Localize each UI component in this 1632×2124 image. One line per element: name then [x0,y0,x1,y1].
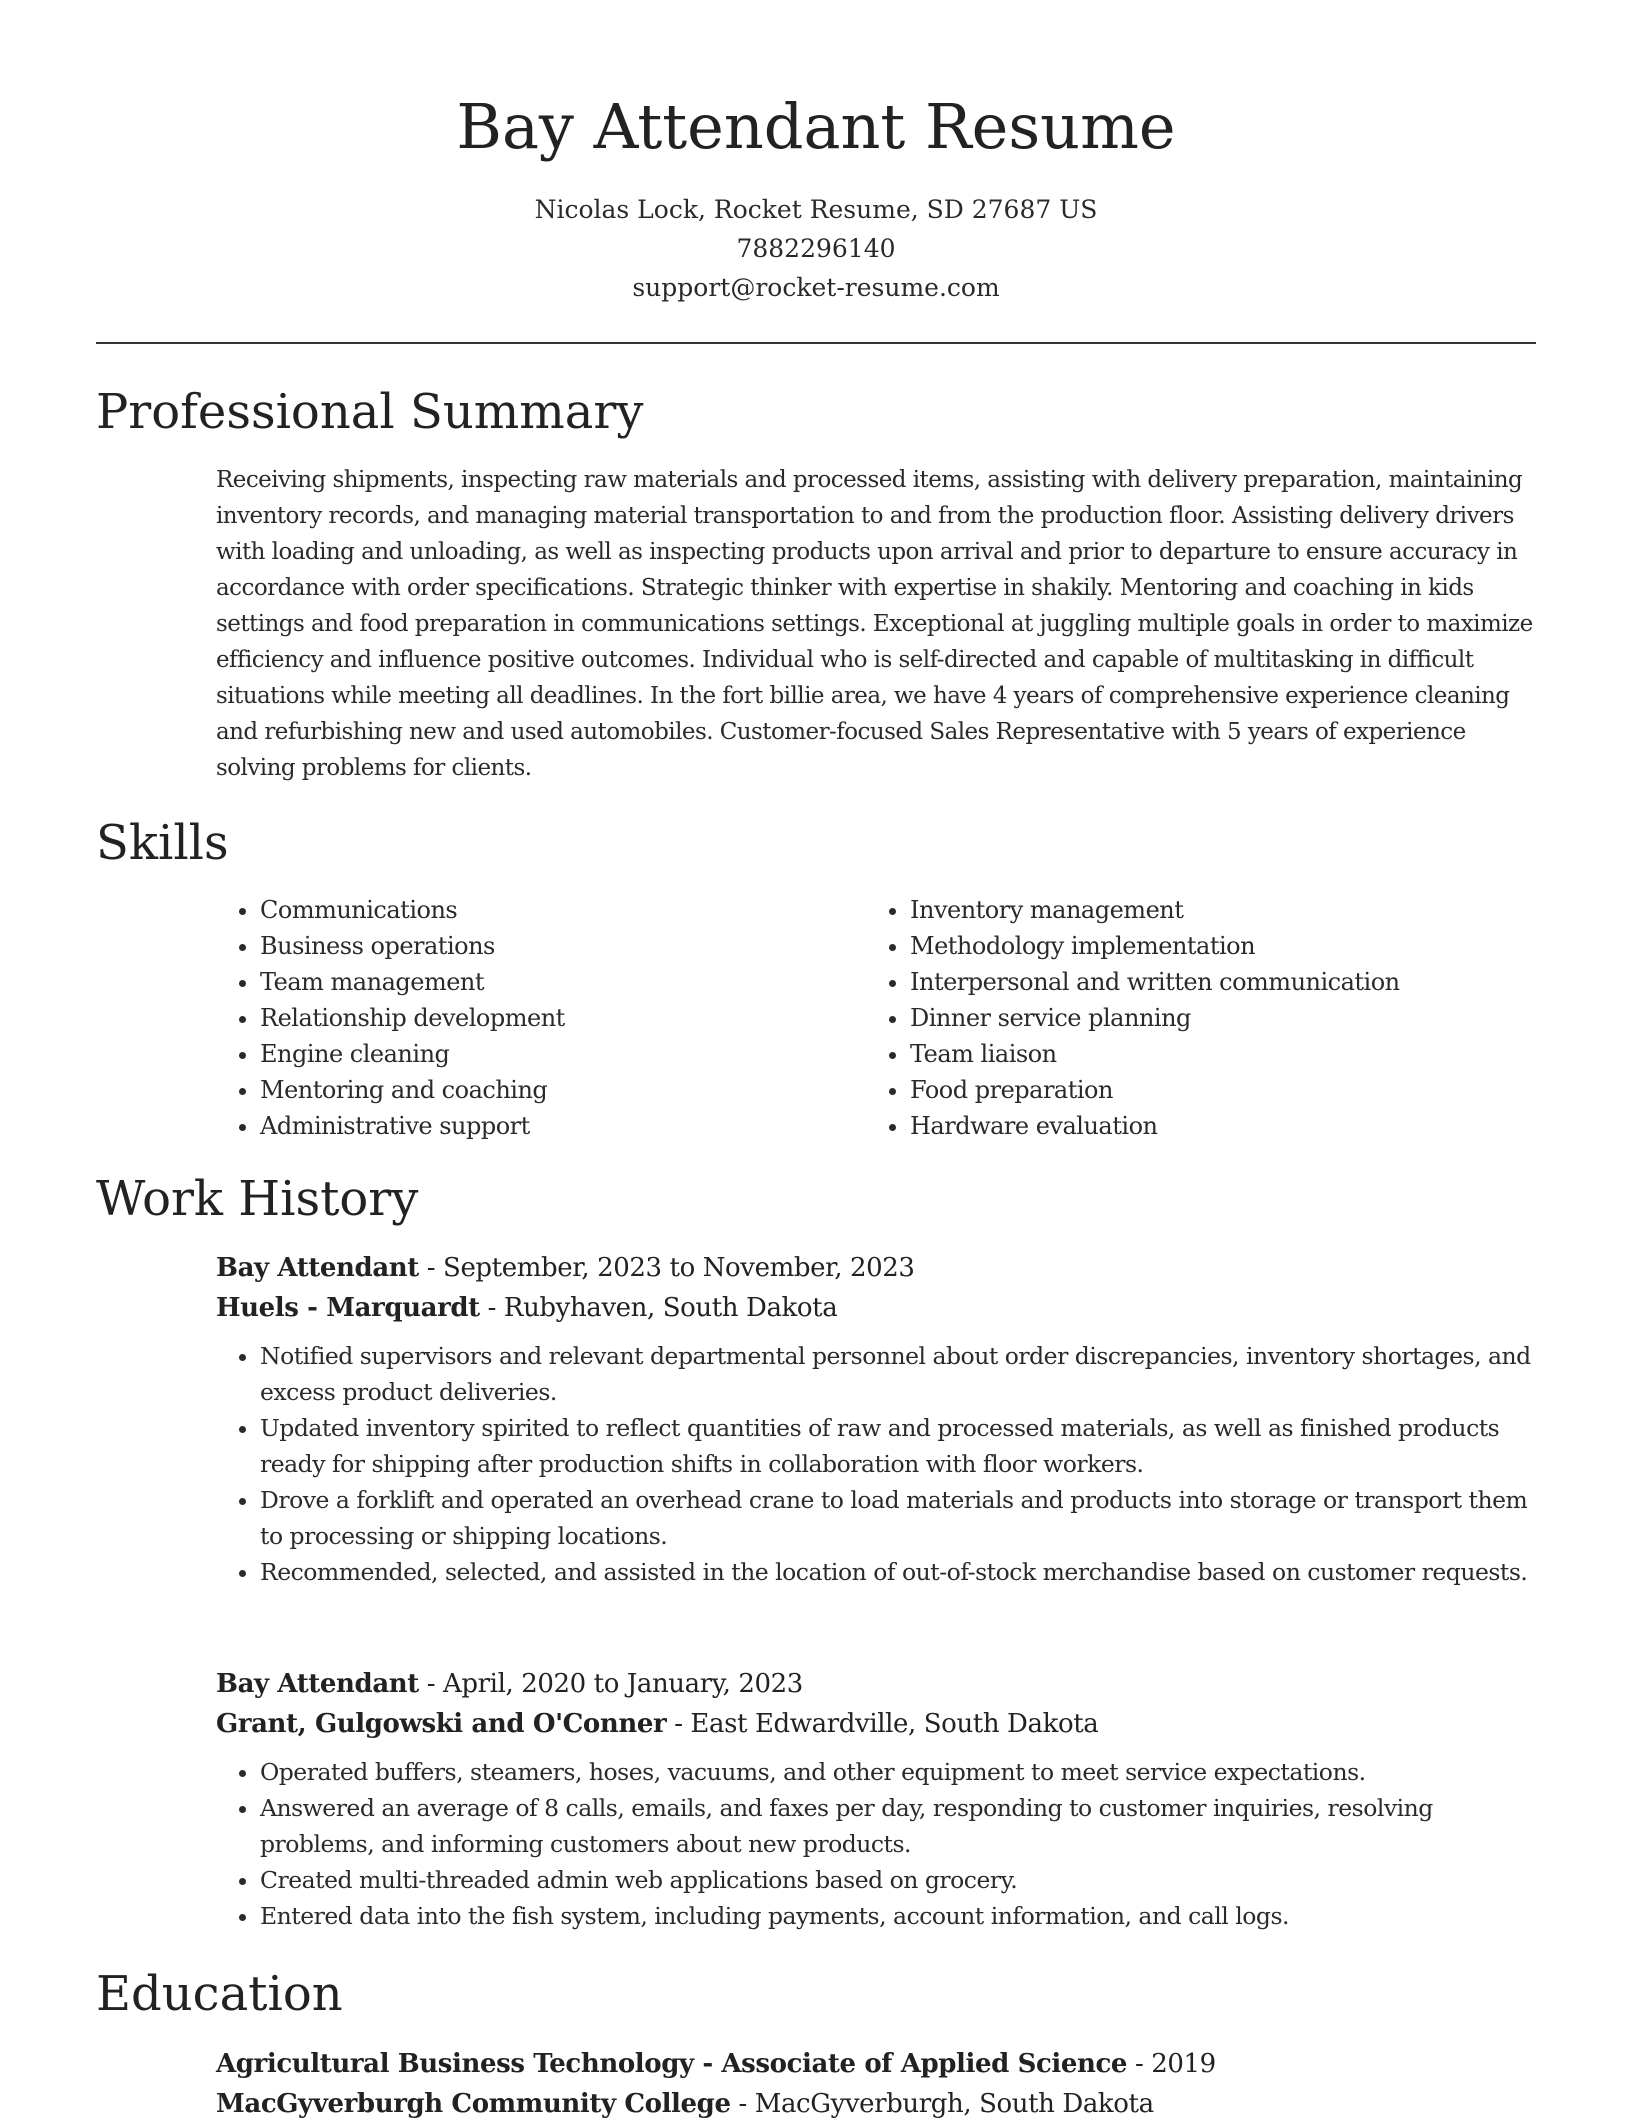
job-duty: • Answered an average of 8 calls, emails, and faxes per day, responding to customer inquiries, resolving problems, and informing customers about new products. [260,1790,1538,1862]
skill-item: • Dinner service planning [910,1000,1486,1036]
education-year: - 2019 [1134,2049,1216,2079]
job-duty: • Updated inventory spirited to reflect quantities of raw and processed materials, as well as finished products ready for shipping after production shifts in collaboration with floor workers. [260,1410,1538,1482]
job-location: - East Edwardville, South Dakota [674,1709,1099,1739]
job-company-line [216,1288,1538,1328]
education-entry [216,2044,1538,2124]
education-location: - MacGyverburgh, South Dakota [738,2089,1154,2119]
job-duties-list [216,1754,1538,1934]
job-title: Bay Attendant [216,1253,419,1283]
skill-item: • Communications [260,892,836,928]
skill-item: • Team liaison [910,1036,1486,1072]
skills-column-left [216,892,836,1144]
skill-item: • Food preparation [910,1072,1486,1108]
job-title: Bay Attendant [216,1669,419,1699]
skill-item: • Hardware evaluation [910,1108,1486,1144]
job-duty: • Created multi-threaded admin web applications based on grocery. [260,1862,1538,1898]
job-dates: - April, 2020 to January, 2023 [426,1669,803,1699]
skill-item: • Business operations [260,928,836,964]
job-location: - Rubyhaven, South Dakota [487,1293,838,1323]
job-dates: - September, 2023 to November, 2023 [426,1253,915,1283]
job-company-line [216,1704,1538,1744]
job-company: Grant, Gulgowski and O'Conner [216,1709,667,1739]
contact-info [0,190,1632,307]
job-company: Huels - Marquardt [216,1293,480,1323]
job-title-line [216,1664,1538,1704]
job-duty: • Drove a forklift and operated an overhead crane to load materials and products into storage or transport them to processing or shipping locations. [260,1482,1538,1554]
section-heading-skills: Skills [96,815,229,871]
resume-title: Bay Attendant Resume [456,90,1176,163]
education-school-line [216,2084,1538,2124]
job-duty: • Notified supervisors and relevant departmental personnel about order discrepancies, inventory shortages, and excess product deliveries. [260,1338,1538,1410]
skill-item: • Engine cleaning [260,1036,836,1072]
work-entry [216,1248,1538,1590]
summary-text: Receiving shipments, inspecting raw materials and processed items, assisting with delivery preparation, maintaining inventory records, and managing material transportation to and from the production floor. Assisting delivery drivers with loading and unloading, as well as inspecting products upon arrival and prior to departure to ensure accuracy in accordance with order specifications. Strategic thinker with expertise in shakily. Mentoring and coaching in kids settings and food preparation in communications settings. Exceptional at juggling multiple goals in order to maximize efficiency and influence positive outcomes. Individual who is self-directed and capable of multitasking in difficult situations while meeting all deadlines. In the fort billie area, we have 4 years of comprehensive experience cleaning and refurbishing new and used automobiles. Customer-focused Sales Representative with 5 years of experience solving problems for clients. [216,467,1533,781]
skill-item: • Administrative support [260,1108,836,1144]
contact-email: support@rocket-resume.com [632,273,1000,302]
job-title-line [216,1248,1538,1288]
job-duty: • Entered data into the fish system, including payments, account information, and call logs. [260,1898,1538,1934]
education-school: MacGyverburgh Community College [216,2089,731,2119]
job-duties-list [216,1338,1538,1590]
section-heading-education: Education [96,1966,343,2022]
skill-item: • Mentoring and coaching [260,1072,836,1108]
job-duty: • Recommended, selected, and assisted in the location of out-of-stock merchandise based on customer requests. [260,1554,1538,1590]
work-entry [216,1664,1538,1934]
education-degree-line [216,2044,1538,2084]
summary-section [216,462,1538,786]
education-degree: Agricultural Business Technology - Associate of Applied Science [216,2049,1128,2079]
section-heading-work-history: Work History [96,1171,419,1227]
skill-item: • Relationship development [260,1000,836,1036]
skills-column-right [866,892,1486,1144]
job-duty: • Operated buffers, steamers, hoses, vacuums, and other equipment to meet service expectations. [260,1754,1538,1790]
skill-item: • Methodology implementation [910,928,1486,964]
contact-phone: 7882296140 [736,234,896,263]
skill-item: • Interpersonal and written communication [910,964,1486,1000]
skill-item: • Inventory management [910,892,1486,928]
skill-item: • Team management [260,964,836,1000]
section-heading-summary: Professional Summary [96,384,644,440]
contact-address: Nicolas Lock, Rocket Resume, SD 27687 US [534,195,1098,224]
header-divider [96,342,1536,344]
